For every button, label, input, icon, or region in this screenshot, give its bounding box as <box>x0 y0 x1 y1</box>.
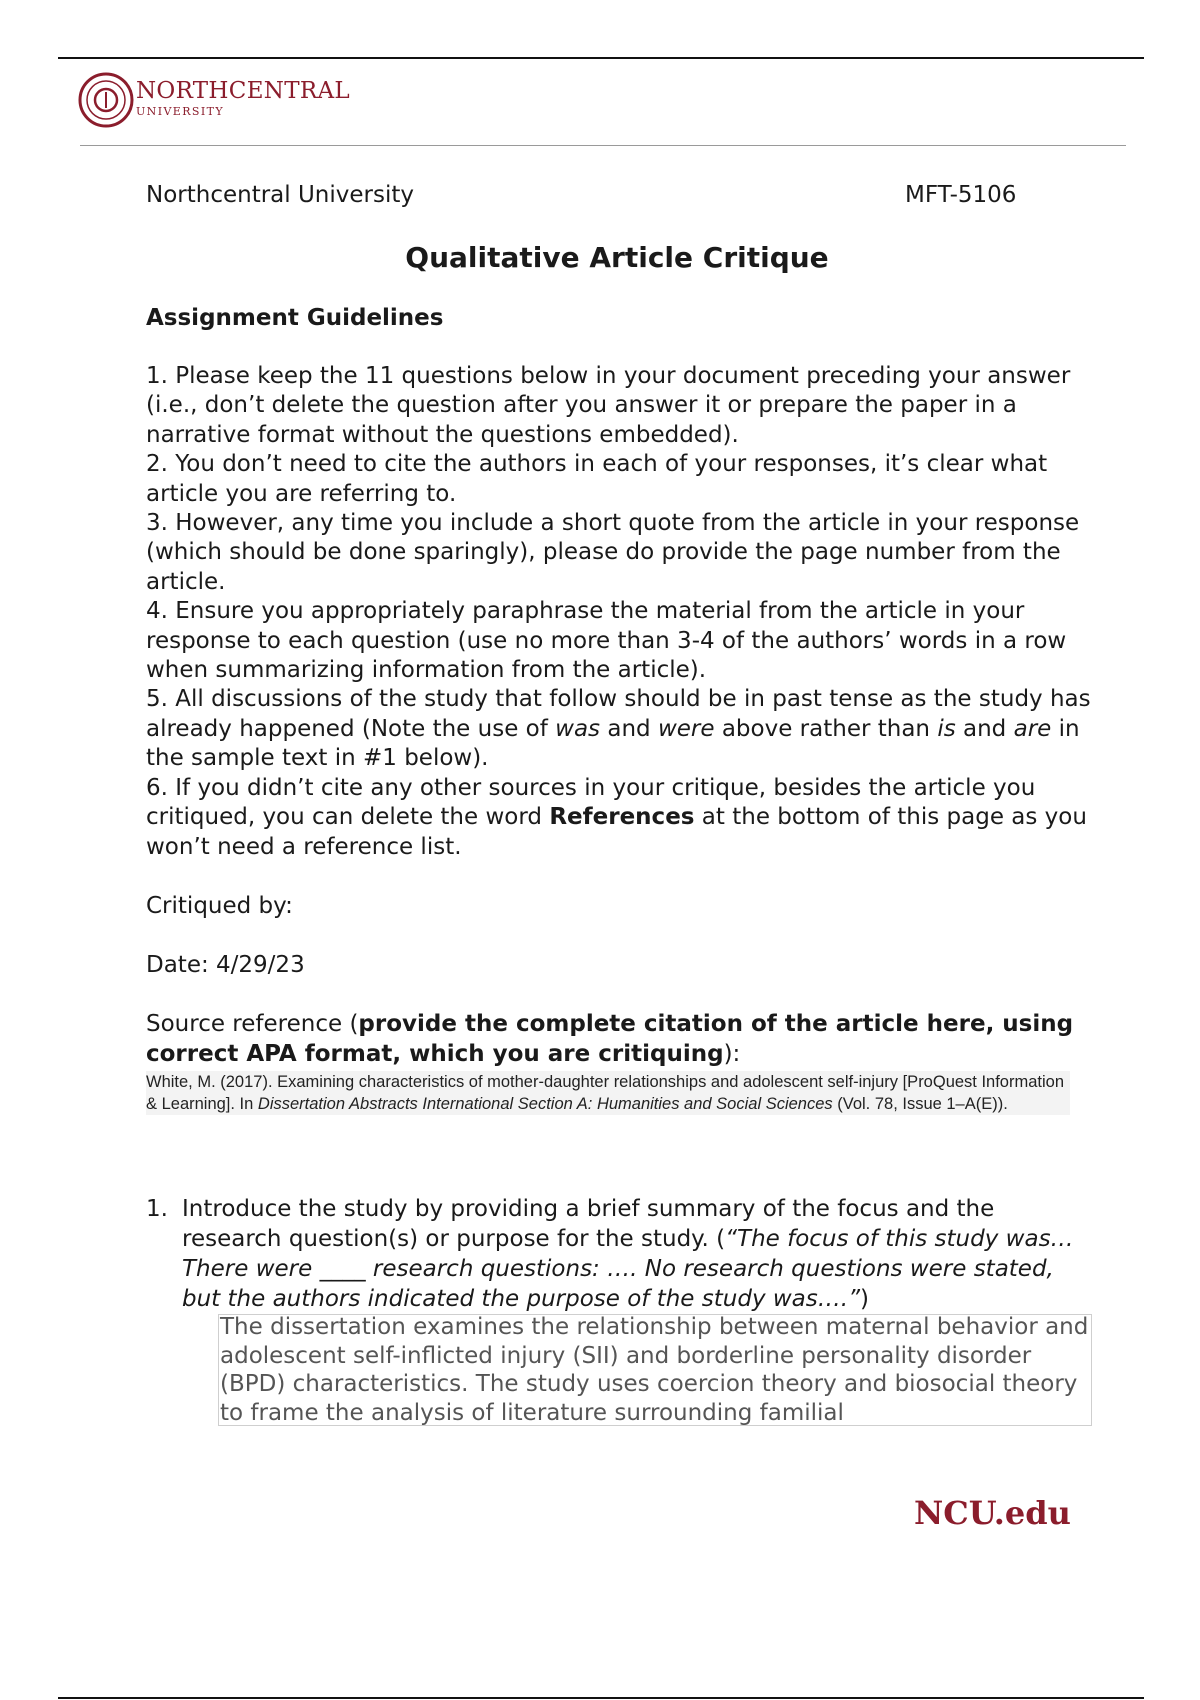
document-body <box>146 303 1106 1115</box>
answer-text: The dissertation examines the relationship between maternal behavior and adolescent self-inflicted injury (SII) and borderline personality disorder (BPD) characteristics. The study uses coercion theory and biosocial theory to frame the analysis of literature surrounding familial <box>220 1314 1089 1426</box>
guideline-item: 6. If you didn’t cite any other sources in your critique, besides the article you critiqued, you can delete the word References at the bottom of this page as you won’t need a reference list. <box>146 774 1087 860</box>
question-text: Introduce the study by providing a brief summary of the focus and the research question(s) or purpose for the study. (“The focus of this study was… There were ____ research questions: …. No research questions were stated, but the authors indicated the purpose of the study was….”) <box>182 1196 1074 1312</box>
source-citation: White, M. (2017). Examining characteristics of mother-daughter relationships and adolescent self-injury [ProQuest Information & Learning]. In Dissertation Abstracts International Section A: Humanities and Social Sciences (Vol. 78, Issue 1–A(E)). <box>146 1071 1070 1115</box>
guidelines-list <box>146 362 1106 862</box>
university-logo <box>78 72 378 132</box>
guideline-item: 1. Please keep the 11 questions below in your document preceding your answer (i.e., don’t delete the question after you answer it or prepare the paper in a narrative format without the questions embedded). <box>146 363 1071 448</box>
question-number: 1. <box>146 1196 168 1222</box>
source-reference-label: Source reference (provide the complete citation of the article here, using correct APA format, which you are critiquing): <box>146 1010 1074 1067</box>
institution-name: Northcentral University <box>146 182 414 208</box>
question-1 <box>146 1194 1096 1314</box>
header-rule <box>80 145 1126 146</box>
bottom-rule <box>58 1697 1144 1699</box>
page-title: Qualitative Article Critique <box>405 241 829 274</box>
guideline-item: 4. Ensure you appropriately paraphrase the material from the article in your response to each question (use no more than 3-4 of the authors’ words in a row when summarizing information from the article). <box>146 598 1067 684</box>
date-line: Date: 4/29/23 <box>146 951 305 978</box>
course-code: MFT-5106 <box>905 182 1017 208</box>
critiqued-by-label: Critiqued by: <box>146 892 293 919</box>
university-seal-icon <box>78 72 134 128</box>
footer-brand: NCU.edu <box>914 1494 1071 1532</box>
guideline-item: 5. All discussions of the study that follow should be in past tense as the study has already happened (Note the use of was and were above rather than is and are in the sample text in #1 below). <box>146 686 1091 772</box>
guidelines-heading: Assignment Guidelines <box>146 305 444 331</box>
logo-subtitle: UNIVERSITY <box>136 105 224 118</box>
logo-name: NORTHCENTRAL <box>136 78 350 104</box>
guideline-item: 2. You don’t need to cite the authors in each of your responses, it’s clear what article you are referring to. <box>146 451 1048 507</box>
top-rule <box>58 57 1144 59</box>
guideline-item: 3. However, any time you include a short quote from the article in your response (which should be done sparingly), please do provide the page number from the article. <box>146 510 1080 595</box>
answer-field[interactable] <box>218 1314 1092 1426</box>
